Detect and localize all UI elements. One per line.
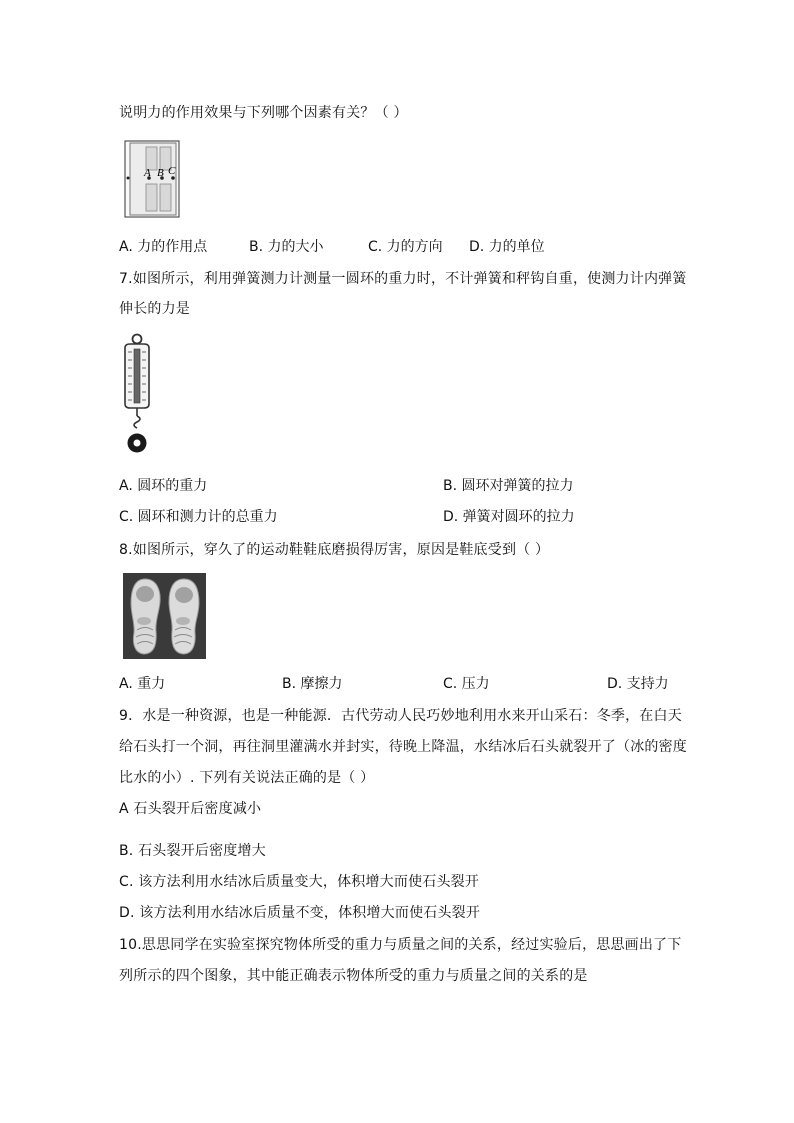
q7-option-c: C. 圆环和测力计的总重力	[119, 509, 278, 525]
q9-stem-line1: 9．水是一种资源，也是一种能源．古代劳动人民巧妙地利用水来开山采石：冬季，在白天	[119, 708, 682, 724]
right-worn-patch	[175, 587, 193, 603]
q6-stem: 说明力的作用效果与下列哪个因素有关？（ ）	[119, 105, 408, 121]
left-worn-patch	[136, 586, 154, 602]
q7-option-b: B. 圆环对弹簧的拉力	[443, 478, 574, 494]
q6-option-b: B. 力的大小	[249, 239, 324, 255]
door-figure	[124, 140, 182, 220]
q7-option-d: D. 弹簧对圆环的拉力	[443, 509, 575, 525]
point-c-label: C	[168, 165, 176, 177]
q6-option-c: C. 力的方向	[368, 239, 443, 255]
top-ring	[133, 335, 142, 344]
q6-option-d: D. 力的单位	[469, 239, 545, 255]
q8-option-c: C. 压力	[443, 676, 490, 692]
q8-option-a: A. 重力	[119, 676, 166, 692]
hinge-dot	[127, 177, 130, 180]
q8-stem: 8.如图所示，穿久了的运动鞋鞋底磨损得厉害，原因是鞋底受到（ ）	[119, 542, 550, 558]
q7-stem-line1: 7.如图所示，利用弹簧测力计测量一圆环的重力时，不计弹簧和秤钩自重，使测力计内弹簧	[119, 271, 687, 287]
q9-option-b: B. 石头裂开后密度增大	[119, 843, 266, 859]
q7-option-a: A. 圆环的重力	[119, 478, 208, 494]
q10-stem-line1: 10.思思同学在实验室探究物体所受的重力与质量之间的关系，经过实验后，思思画出了下	[119, 937, 682, 953]
spring-scale-figure	[118, 332, 158, 458]
q7-stem-line2: 伸长的力是	[119, 301, 190, 317]
scale-spring	[134, 349, 140, 403]
q9-stem-line2: 给石头打一个洞，再往洞里灌满水并封实，待晚上降温，水结冰后石头就裂开了（冰的密度	[119, 739, 687, 755]
q8-option-b: B. 摩擦力	[282, 676, 343, 692]
q9-stem-line3: 比水的小）. 下列有关说法正确的是（ ）	[119, 770, 375, 786]
q9-option-c: C. 该方法利用水结冰后质量变大，体积增大而使石头裂开	[119, 874, 480, 890]
q8-option-d: D. 支持力	[607, 676, 669, 692]
q6-option-a: A. 力的作用点	[119, 239, 208, 255]
q9-option-d: D. 该方法利用水结冰后质量不变，体积增大而使石头裂开	[119, 905, 481, 921]
q9-option-a: A 石头裂开后密度减小	[119, 801, 262, 817]
q10-stem-line2: 列所示的四个图象，其中能正确表示物体所受的重力与质量之间的关系的是	[119, 968, 588, 984]
point-a-label: A	[144, 167, 151, 179]
worn-shoes-photo	[123, 573, 206, 659]
hook	[134, 416, 140, 428]
point-b-label: B	[157, 167, 164, 179]
